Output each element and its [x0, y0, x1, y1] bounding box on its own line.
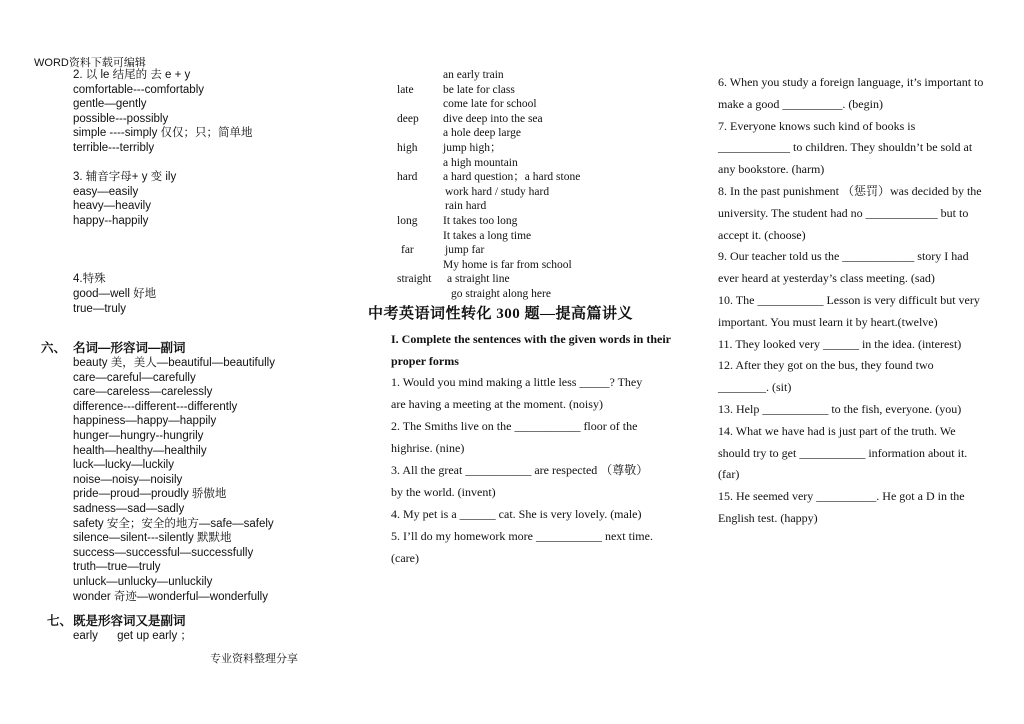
example-phrase: go straight along here	[451, 287, 551, 300]
exercise-questions-left	[391, 371, 659, 569]
word-chain: unluck—unlucky—unluckily	[73, 576, 213, 589]
example-phrase: dive deep into the sea	[443, 112, 543, 125]
word-chain: pride—proud—proudly 骄傲地	[73, 488, 227, 501]
exercise-question: 10. The ___________ Lesson is very difficult but very important. You must learn it by heart.(twelve)	[718, 292, 980, 329]
word-pair: happy--happily	[73, 214, 149, 227]
exercise-question: 6. When you study a foreign language, it’s important to make a good __________. (begin)	[718, 75, 984, 111]
word-chain: beauty 美，美人—beautiful—beautifully	[73, 357, 275, 370]
exercise-question: 9. Our teacher told us the ____________ story I had ever heard at yesterday’s class meeting. (sad)	[718, 249, 969, 286]
word-chain: care—careful—carefully	[73, 371, 196, 384]
word-chain: noise—noisy—noisily	[73, 473, 183, 486]
example-phrase: jump high；	[443, 141, 502, 154]
example-word: long	[397, 214, 418, 227]
rule-title: 4.特殊	[73, 273, 106, 286]
exercise-question: 8. In the past punishment （惩罚）was decided by the university. The student had no ____________ but to accept it. (choose)	[718, 183, 982, 242]
word-pair: simple ----simply 仅仅；只；简单地	[73, 127, 253, 140]
exercise-instruction: I. Complete the sentences with the given words in their proper forms	[391, 332, 671, 368]
word-pair: heavy—heavily	[73, 200, 151, 213]
exercise-question: 7. Everyone knows such kind of books is ____________ to children. They shouldn’t be sold at any bookstore. (harm)	[718, 118, 973, 177]
example-row	[397, 287, 697, 302]
example-phrase: jump far	[445, 244, 485, 257]
section-number: 七、	[47, 614, 73, 629]
word-chain: happiness—happy—happily	[73, 415, 217, 428]
example-row	[397, 214, 697, 229]
exercise-question: 14. What we have had is just part of the truth. We should try to get ___________ information about it. (far)	[718, 423, 968, 482]
example-word: straight	[397, 273, 432, 286]
word-pair: easy—easily	[73, 185, 139, 198]
rule-title: 2. 以 le 结尾的 去 e + y	[73, 69, 191, 81]
section-title: 名词—形容词—副词	[73, 341, 186, 356]
example-row	[397, 126, 697, 141]
word-chain: care—careless—carelessly	[73, 386, 213, 399]
word-pair: good—well 好地	[73, 287, 157, 300]
exercise-question: 2. The Smiths live on the ___________ floor of the highrise. (nine)	[391, 419, 638, 455]
example-row	[397, 141, 697, 156]
section-heading	[47, 613, 373, 629]
example-phrase: an early train	[443, 69, 504, 81]
section-title: 既是形容词又是副词	[73, 614, 186, 629]
word-chain: safety 安全；安全的地方—safe—safely	[73, 517, 274, 530]
example-phrase: a straight line	[447, 273, 510, 286]
word-chain: luck—lucky—luckily	[73, 459, 174, 472]
example-word: deep	[397, 112, 419, 125]
example-row	[397, 156, 697, 171]
word-chain: difference---different---differently	[73, 400, 238, 413]
example-row	[397, 97, 697, 112]
example-phrase: a high mountain	[443, 156, 518, 169]
word-pair: comfortable---comfortably	[73, 83, 205, 96]
exercise-questions-right	[718, 72, 986, 530]
example-row	[397, 112, 697, 127]
word-chain: truth—true—truly	[73, 561, 161, 574]
example-phrase: be late for class	[443, 83, 515, 96]
adjective-adverb-examples	[397, 68, 697, 302]
word-chain: success—successful—successfully	[73, 546, 254, 559]
exercise-question: 12. After they got on the bus, they found two ________. (sit)	[718, 358, 934, 395]
example-phrase: a hard question；a hard stone	[443, 171, 581, 184]
exercise-question: 5. I’ll do my homework more ___________ next time. (care)	[391, 529, 653, 565]
example-row	[397, 83, 697, 98]
word-chain: sadness—sad—sadly	[73, 503, 185, 516]
example-phrase: a hole deep large	[443, 127, 522, 140]
word-example	[73, 629, 373, 644]
example-row	[397, 68, 697, 83]
example-word: late	[397, 83, 414, 96]
example-phrase: rain hard	[445, 200, 487, 213]
exercise-question: 13. Help ___________ to the fish, everyone. (you)	[718, 401, 962, 416]
section-number: 六、	[41, 341, 67, 356]
example-word: early	[73, 630, 98, 643]
page-footer: 专业资料整理分享	[210, 653, 298, 665]
word-chain: hunger—hungry--hungrily	[73, 430, 204, 443]
word-pair: true—truly	[73, 302, 127, 315]
rule-title: 3. 辅音字母+ y 变 ily	[73, 171, 177, 184]
example-phrase: work hard / study hard	[445, 185, 550, 198]
word-chain: silence—silent---silently 默默地	[73, 532, 232, 545]
section-heading	[41, 340, 373, 356]
word-pair: possible---possibly	[73, 112, 169, 125]
worksheet-title: 中考英语词性转化 300 题—提高篇讲义	[368, 306, 634, 322]
exercise-question: 11. They looked very ______ in the idea. (interest)	[718, 336, 962, 351]
example-row	[397, 258, 697, 273]
example-phrase: come late for school	[443, 98, 537, 111]
example-phrase: It takes too long	[443, 214, 518, 227]
word-chain: wonder 奇迹—wonderful—wonderfully	[73, 590, 268, 603]
example-phrase: My home is far from school	[443, 258, 572, 271]
word-formation-column	[41, 68, 373, 644]
exercise-question: 1. Would you mind making a little less _____? They are having a meeting at the moment. (noisy)	[391, 375, 643, 411]
exercise-question: 3. All the great ___________ are respected （尊敬）by the world. (invent)	[391, 463, 649, 499]
example-row	[397, 199, 697, 214]
exercise-question: 4. My pet is a ______ cat. She is very lovely. (male)	[391, 507, 642, 521]
example-word: hard	[397, 171, 418, 184]
page-header: WORD资料下载可编辑	[34, 57, 146, 69]
example-phrase: It takes a long time	[443, 229, 532, 242]
example-row	[397, 272, 697, 287]
example-row	[397, 243, 697, 258]
example-row	[397, 185, 697, 200]
example-phrase: get up early ；	[117, 630, 192, 643]
example-row	[397, 170, 697, 185]
word-chain: health—healthy—healthily	[73, 444, 207, 457]
example-word: high	[397, 141, 418, 154]
example-word: far	[401, 244, 414, 257]
example-row	[397, 229, 697, 244]
word-pair: terrible---terribly	[73, 141, 155, 154]
exercise-question: 15. He seemed very __________. He got a D in the English test. (happy)	[718, 489, 965, 525]
word-pair: gentle—gently	[73, 98, 147, 111]
